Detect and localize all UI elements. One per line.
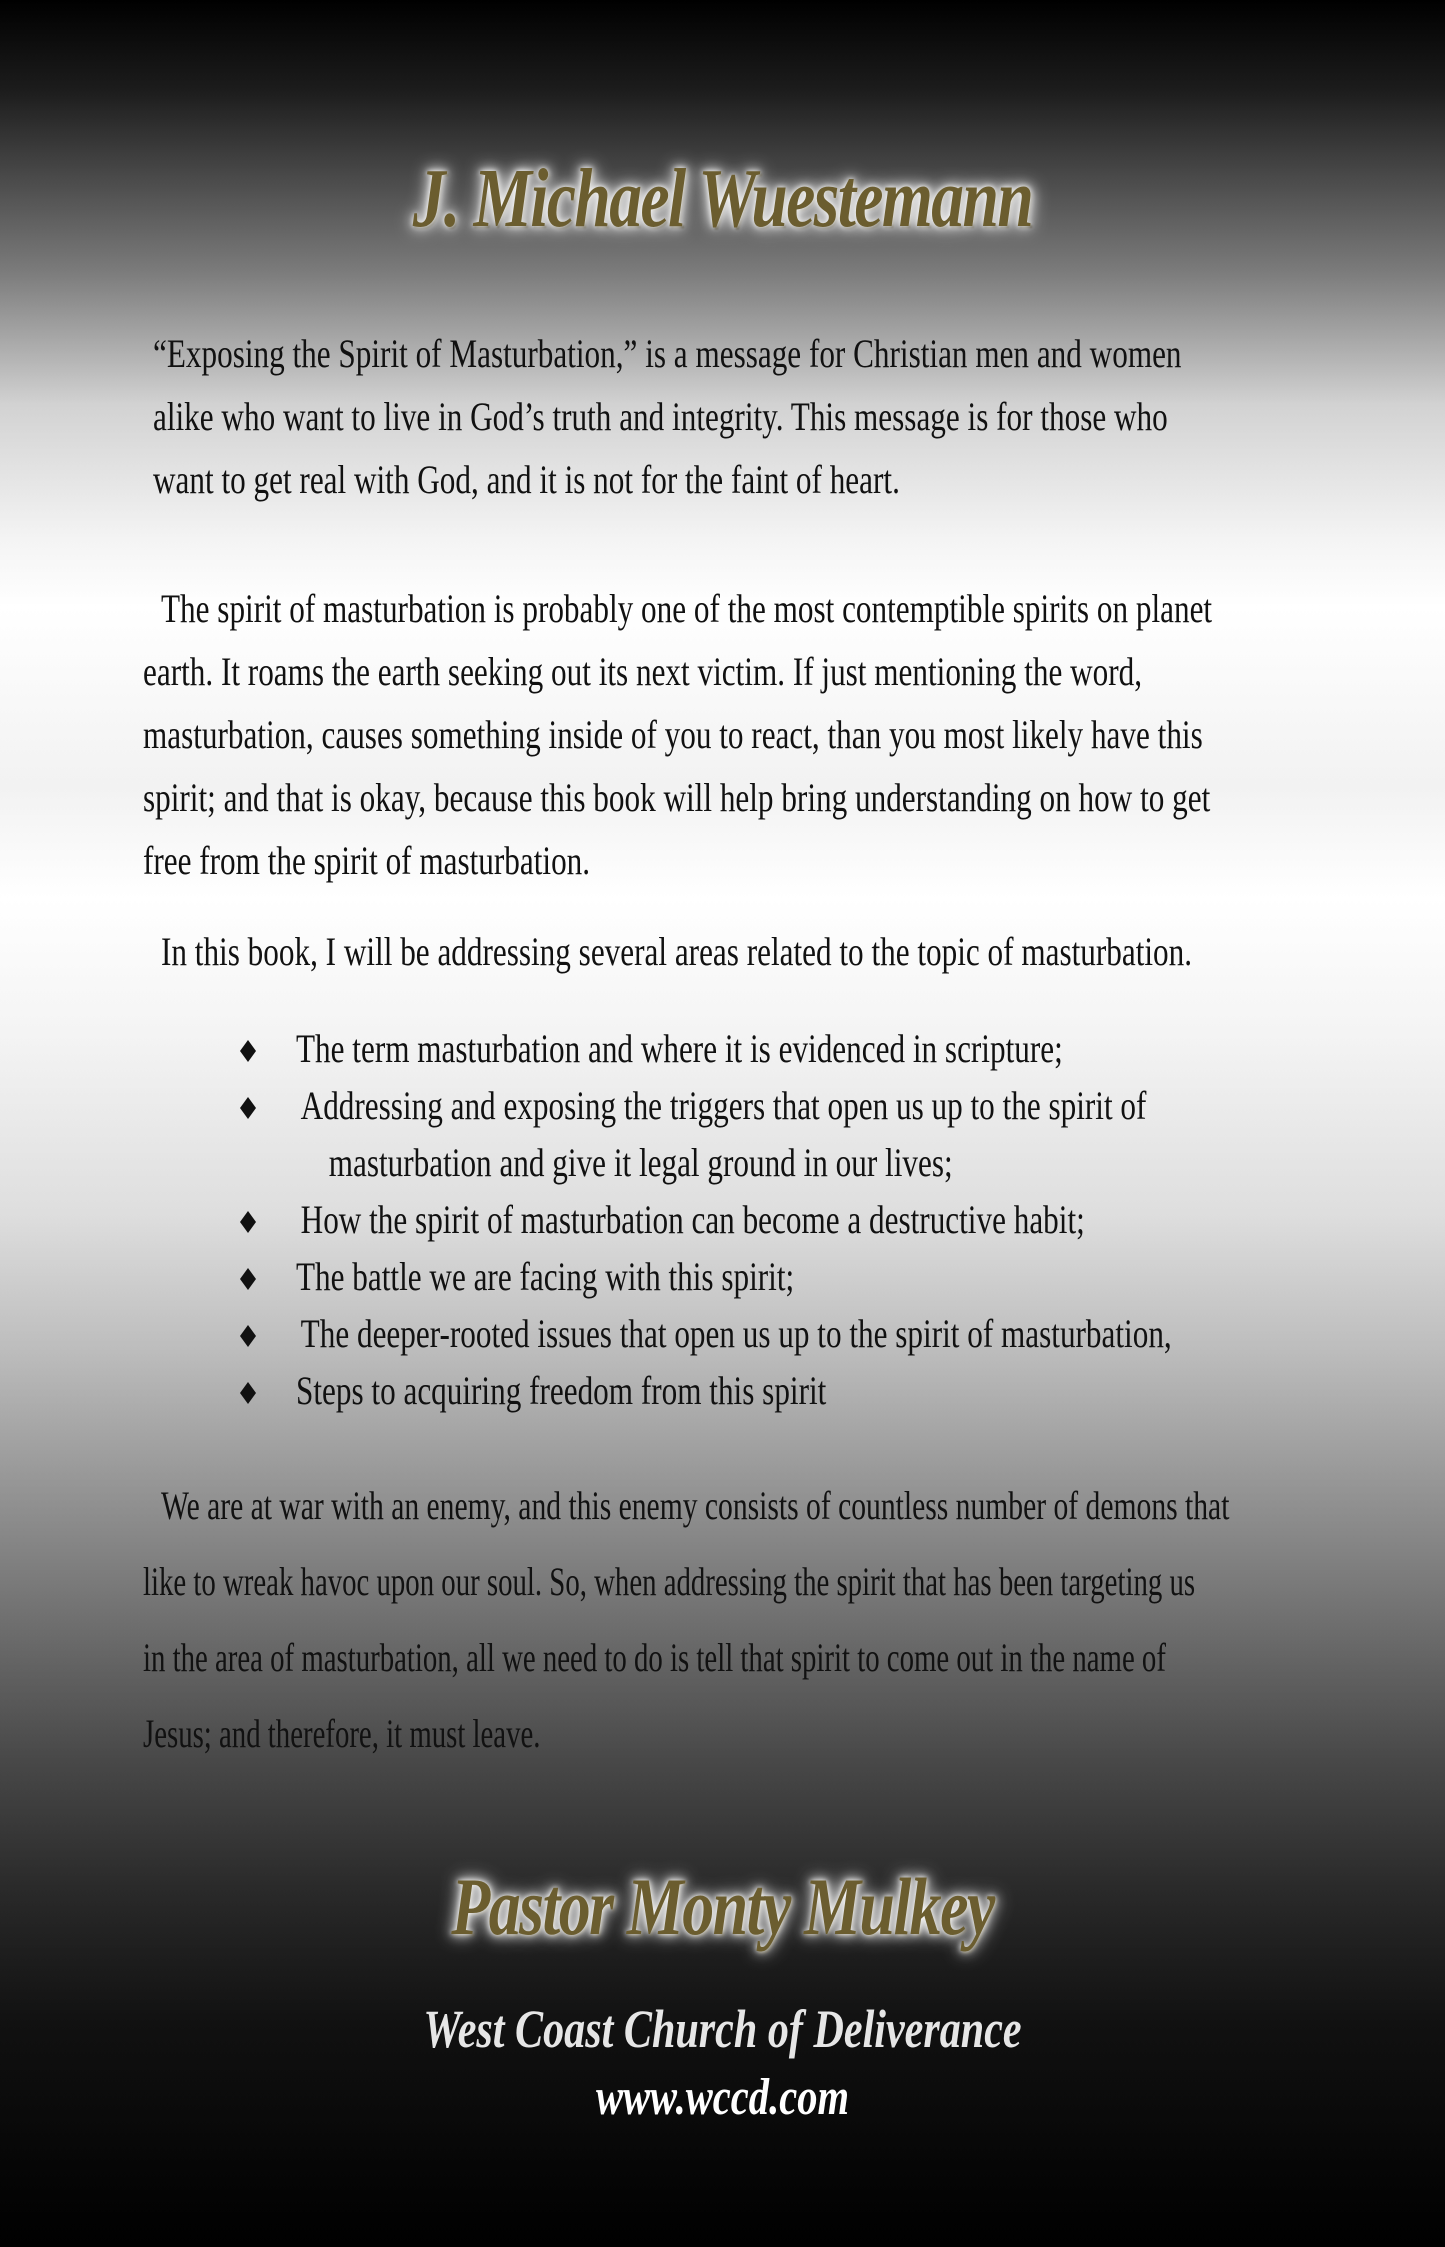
bullet-text-continuation: masturbation and give it legal ground in our lives; xyxy=(328,1140,953,1185)
diamond-bullet-icon xyxy=(240,1382,256,1404)
church-name: West Coast Church of Deliverance xyxy=(423,1999,1022,2059)
list-item xyxy=(240,1191,1340,1248)
areas-intro-line: In this book, I will be addressing several areas related to the topic of masturbation. xyxy=(161,929,1193,974)
list-item xyxy=(240,1020,1340,1077)
website-url: www.wccd.com xyxy=(595,2069,850,2126)
topic-bullet-list xyxy=(240,1020,1340,1419)
spirit-line: earth. It roams the earth seeking out its next victim. If just mentioning the word, xyxy=(143,649,1143,694)
intro-line: alike who want to live in God’s truth and integrity. This message is for those who xyxy=(153,394,1168,439)
bullet-text: The term masturbation and where it is evidenced in scripture; xyxy=(296,1026,1063,1071)
intro-paragraph xyxy=(143,322,1313,511)
areas-intro-paragraph xyxy=(143,920,1321,983)
spirit-paragraph xyxy=(143,577,1303,892)
diamond-bullet-icon xyxy=(240,1097,256,1119)
diamond-bullet-icon xyxy=(240,1211,256,1233)
bullet-text: How the spirit of masturbation can become a destructive habit; xyxy=(300,1197,1085,1242)
diamond-bullet-icon xyxy=(240,1040,256,1062)
spirit-line: The spirit of masturbation is probably one of the most contemptible spirits on planet xyxy=(161,586,1213,631)
war-line: in the area of masturbation, all we need to do is tell that spirit to come out in the name of xyxy=(143,1635,1166,1680)
bullet-text: The deeper-rooted issues that open us up to the spirit of masturbation, xyxy=(300,1311,1172,1356)
pastor-name-heading: Pastor Monty Mulkey xyxy=(451,1861,994,1952)
bullet-text: Addressing and exposing the triggers that open us up to the spirit of xyxy=(300,1083,1147,1128)
war-line: We are at war with an enemy, and this enemy consists of countless number of demons that xyxy=(161,1483,1230,1528)
author-name-heading: J. Michael Wuestemann xyxy=(412,152,1033,245)
bullet-text: Steps to acquiring freedom from this spirit xyxy=(296,1368,827,1413)
diamond-bullet-icon xyxy=(240,1325,256,1347)
list-item xyxy=(240,1305,1340,1362)
spirit-line: free from the spirit of masturbation. xyxy=(143,838,591,883)
diamond-bullet-icon xyxy=(240,1268,256,1290)
war-line: like to wreak havoc upon our soul. So, when addressing the spirit that has been targeting us xyxy=(143,1559,1196,1604)
list-item xyxy=(240,1248,1340,1305)
intro-line: “Exposing the Spirit of Masturbation,” is a message for Christian men and women xyxy=(153,331,1182,376)
list-item xyxy=(240,1077,1340,1191)
spirit-line: masturbation, causes something inside of you to react, than you most likely have this xyxy=(143,712,1203,757)
spirit-line: spirit; and that is okay, because this book will help bring understanding on how to get xyxy=(143,775,1211,820)
war-line: Jesus; and therefore, it must leave. xyxy=(143,1711,541,1756)
list-item xyxy=(240,1362,1340,1419)
intro-line: want to get real with God, and it is not for the faint of heart. xyxy=(153,457,900,502)
bullet-text: The battle we are facing with this spirit; xyxy=(296,1254,795,1299)
war-paragraph xyxy=(143,1468,1303,1772)
